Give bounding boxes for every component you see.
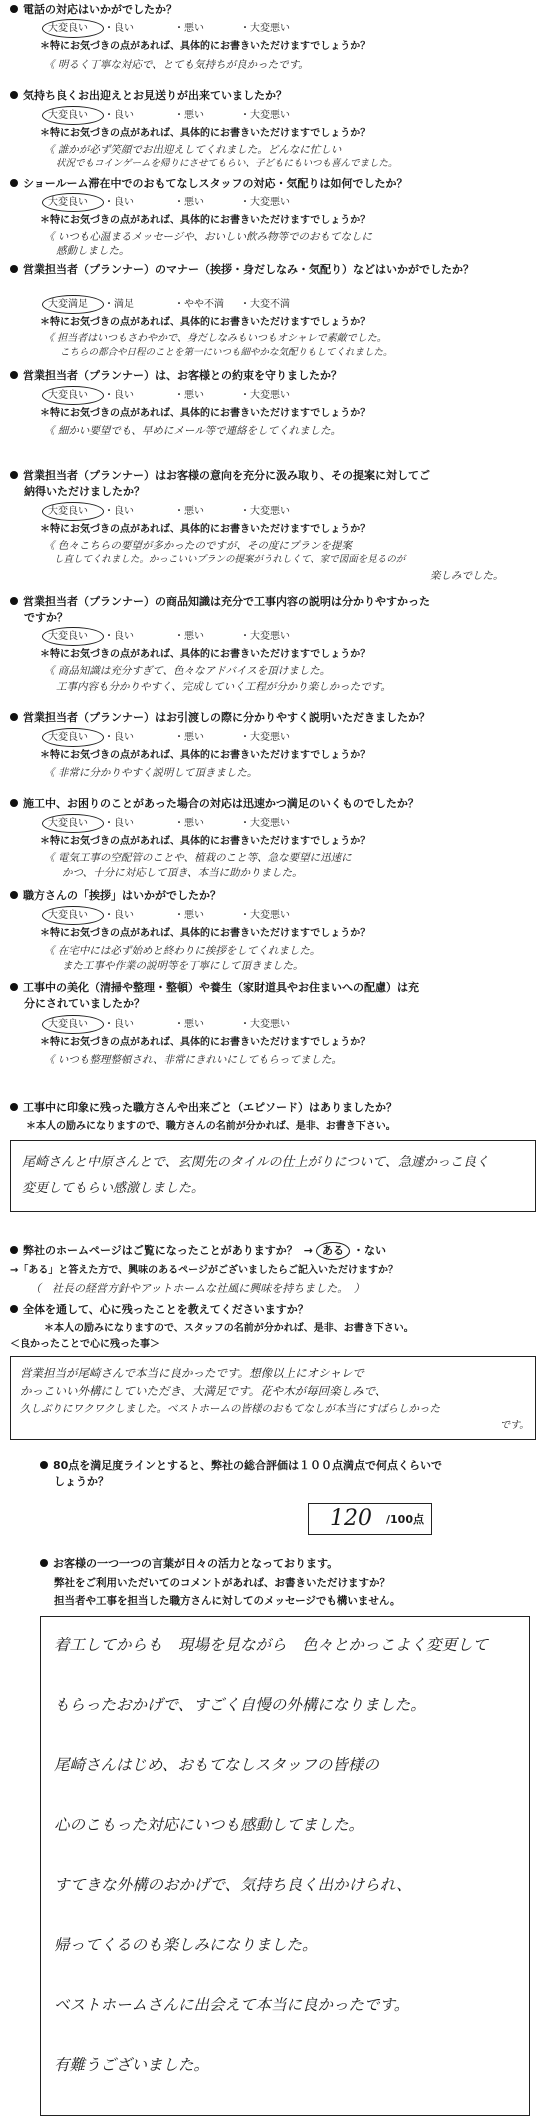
- comment-prompt: ＊特にお気づきの点があれば、具体的にお書きいただけますでしょうか？: [40, 128, 371, 139]
- bullet-icon: [10, 179, 18, 187]
- handwritten-answer: 《 細かい要望でも、早めにメール等で連絡をしてくれました。: [44, 425, 342, 437]
- comment-prompt: ＊特にお気づきの点があれば、具体的にお書きいただけますでしょうか？: [40, 524, 371, 535]
- handwritten-answer: また工事や作業の説明等を丁寧にして頂きました。: [62, 960, 304, 972]
- handwritten-answer: 《 担当者はいつもさわやかで、身だしなみもいつもオシャレで素敵でした。: [44, 333, 387, 344]
- selected-circle-icon: [42, 106, 104, 125]
- handwritten-answer: 《 在宅中には必ず始めと終わりに挨拶をしてくれました。: [44, 945, 321, 957]
- comment-box: [40, 1616, 530, 2116]
- handwritten-answer: かつ、十分に対応して頂き、本当に助かりました。: [62, 867, 303, 879]
- handwritten-answer: 帰ってくるのも楽しみになりました。: [54, 1936, 318, 1954]
- handwritten-answer: です。: [500, 1420, 530, 1431]
- handwritten-answer: 心のこもった対応にいつも感動してました。: [54, 1816, 365, 1834]
- handwritten-answer: こちらの都合や日程のことを第一にいつも細やかな気配りもしてくれました。: [60, 347, 393, 358]
- question-12-title: 工事中に印象に残った職方さんや出来ごと（エピソード）はありましたか？: [10, 1100, 535, 1116]
- handwritten-answer: 《 いつも整理整頓され、非常にきれいにしてもらってました。: [44, 1054, 342, 1066]
- rating-options: 大変良い ・良い ・悪い ・大変悪い: [44, 109, 330, 123]
- handwritten-answer: かっこいい外構にしていただき、大満足です。花や木が毎回楽しみで、: [20, 1384, 387, 1398]
- question-1-title: 電話の対応はいかがでしたか？: [10, 2, 535, 18]
- comment-prompt: ＊特にお気づきの点があれば、具体的にお書きいただけますでしょうか？: [40, 649, 371, 660]
- note-text: ＊本人の励みになりますので、スタッフの名前が分かれば、是非、お書き下さい。: [44, 1323, 414, 1334]
- note-text: ＊本人の励みになりますので、職方さんの名前が分かれば、是非、お書き下さい。: [26, 1121, 396, 1132]
- handwritten-answer: 着工してからも 現場を見ながら 色々とかっこよく変更して: [54, 1636, 489, 1654]
- comment-prompt: ＊特にお気づきの点があれば、具体的にお書きいただけますでしょうか？: [40, 750, 371, 761]
- question-13-title: 弊社のホームページはご覧になったことがありますか？ → ある ・ない: [10, 1242, 535, 1260]
- handwritten-answer: すてきな外構のおかげで、気持ち良く出かけられ、: [54, 1876, 412, 1894]
- handwritten-answer: 《 色々こちらの要望が多かったのですが、その度にプランを提案: [44, 540, 352, 552]
- handwritten-answer: 有難うございました。: [54, 2056, 210, 2074]
- bullet-icon: [10, 983, 18, 991]
- selected-circle-icon: [42, 295, 104, 314]
- selected-circle-icon: ある: [316, 1242, 350, 1260]
- section-label: ＜良かったことで心に残った事＞: [10, 1339, 160, 1350]
- rating-options: 大変良い ・良い ・悪い ・大変悪い: [44, 1018, 330, 1032]
- handwritten-answer: 状況でもコインゲームを帰りにさせてもらい、子どもにもいつも喜んでました。: [56, 158, 398, 169]
- question-11-title: 工事中の美化（清掃や整理・整頓）や養生（家財道具やお住まいへの配慮）は充 分にされていましたか？: [10, 980, 535, 1012]
- question-5-title: 営業担当者（プランナー）は、お客様との約束を守りましたか？: [10, 368, 535, 384]
- selected-circle-icon: [42, 627, 104, 646]
- handwritten-answer: 工事内容も分かりやすく、完成していく工程が分かり楽しかったです。: [56, 681, 391, 693]
- comment-prompt: ＊特にお気づきの点があれば、具体的にお書きいただけますでしょうか？: [40, 1037, 371, 1048]
- bullet-icon: [10, 799, 18, 807]
- bullet-icon: [10, 5, 18, 13]
- instruction-text: 担当者や工事を担当した職方さんに対してのメッセージでも構いません。: [54, 1595, 401, 1607]
- score-value: 120: [330, 1506, 372, 1531]
- selected-circle-icon: [42, 502, 104, 521]
- selected-circle-icon: [42, 1015, 104, 1034]
- question-2-title: 気持ち良くお出迎えとお見送りが出来ていましたか？: [10, 88, 535, 104]
- question-4-title: 営業担当者（プランナー）のマナー（挨拶・身だしなみ・気配り）などはいかがでしたか？: [10, 262, 535, 278]
- bullet-icon: [10, 1305, 18, 1313]
- bullet-icon: [10, 891, 18, 899]
- handwritten-answer: 《 明るく丁寧な対応で、とても気持ちが良かったです。: [44, 59, 309, 71]
- handwritten-answer: 感動しました。: [56, 245, 130, 257]
- bullet-icon: [10, 1246, 18, 1254]
- comment-prompt: ＊特にお気づきの点があれば、具体的にお書きいただけますでしょうか？: [40, 836, 371, 847]
- handwritten-answer: 尾崎さんはじめ、おもてなしスタッフの皆様の: [54, 1756, 379, 1774]
- handwritten-answer: 《 非常に分かりやすく説明して頂きました。: [44, 767, 258, 779]
- handwritten-answer: 尾崎さんと中原さんとで、玄関先のタイルの仕上がりについて、急遽かっこ良く: [22, 1155, 489, 1170]
- bullet-icon: [10, 1103, 18, 1111]
- selected-circle-icon: [42, 19, 104, 38]
- selected-circle-icon: [42, 906, 104, 925]
- comment-prompt: ＊特にお気づきの点があれば、具体的にお書きいただけますでしょうか？: [40, 215, 371, 226]
- handwritten-answer: もらったおかげで、すごく自慢の外構になりました。: [54, 1696, 426, 1714]
- question-7-title: 営業担当者（プランナー）の商品知識は充分で工事内容の説明は分かりやすかった ですか？: [10, 594, 535, 626]
- comment-prompt: ＊特にお気づきの点があれば、具体的にお書きいただけますでしょうか？: [40, 41, 371, 52]
- comment-box: [10, 1140, 536, 1212]
- bullet-icon: [10, 91, 18, 99]
- rating-options: 大変良い ・良い ・悪い ・大変悪い: [44, 505, 330, 519]
- bullet-icon: [10, 371, 18, 379]
- question-10-title: 職方さんの「挨拶」はいかがでしたか？: [10, 888, 535, 904]
- bullet-icon: [10, 471, 18, 479]
- question-6-title: 営業担当者（プランナー）はお客様の意向を充分に汲み取り、その提案に対してご 納得いただけましたか？: [10, 468, 535, 500]
- handwritten-answer: 《 商品知識は充分すぎて、色々なアドバイスを頂けました。: [44, 665, 331, 677]
- comment-prompt: ＊特にお気づきの点があれば、具体的にお書きいただけますでしょうか？: [40, 928, 371, 939]
- rating-options: 大変良い ・良い ・悪い ・大変悪い: [44, 909, 330, 923]
- bullet-icon: [40, 1559, 48, 1567]
- selected-circle-icon: [42, 814, 104, 833]
- handwritten-answer: 楽しみでした。: [430, 570, 504, 582]
- handwritten-answer: （ 社長の経営方針やアットホームな社風に興味を持ちました。 ）: [30, 1282, 365, 1295]
- comment-prompt: ＊特にお気づきの点があれば、具体的にお書きいただけますでしょうか？: [40, 408, 371, 419]
- handwritten-answer: 《 いつも心温まるメッセージや、おいしい飲み物等でのおもてなしに: [44, 231, 372, 243]
- rating-options: 大変良い ・良い ・悪い ・大変悪い: [44, 630, 330, 644]
- bullet-icon: [40, 1461, 48, 1469]
- bullet-icon: [10, 265, 18, 273]
- handwritten-answer: 《 誰かが必ず笑顔でお出迎えしてくれました。どんなに忙しい: [44, 144, 342, 156]
- comment-prompt: ＊特にお気づきの点があれば、具体的にお書きいただけますでしょうか？: [40, 317, 371, 328]
- rating-options: 大変満足 ・満足 ・やや不満 ・大変不満: [44, 298, 330, 312]
- question-8-title: 営業担当者（プランナー）はお引渡しの際に分かりやすく説明いただきましたか？: [10, 710, 535, 726]
- question-16-title: お客様の一つ一つの言葉が日々の活力となっております。: [40, 1556, 530, 1572]
- handwritten-answer: 《 電気工事の空配管のことや、植栽のこと等、急な要望に迅速に: [44, 852, 352, 864]
- question-15-title: 80点を満足度ラインとすると、弊社の総合評価は１００点満点で何点くらいで しょうか？: [40, 1458, 520, 1490]
- sub-question: →「ある」と答えた方で、興味のあるページがございましたらご記入いただけますか？: [10, 1265, 398, 1276]
- selected-circle-icon: [42, 728, 104, 747]
- bullet-icon: [10, 597, 18, 605]
- selected-circle-icon: [42, 193, 104, 212]
- rating-options: 大変良い ・良い ・悪い ・大変悪い: [44, 22, 330, 36]
- rating-options: 大変良い ・良い ・悪い ・大変悪い: [44, 389, 330, 403]
- question-9-title: 施工中、お困りのことがあった場合の対応は迅速かつ満足のいくものでしたか？: [10, 796, 535, 812]
- instruction-text: 弊社をご利用いただいてのコメントがあれば、お書きいただけますか？: [54, 1577, 390, 1589]
- handwritten-answer: ベストホームさんに出会えて本当に良かったです。: [54, 1996, 410, 2014]
- handwritten-answer: し直してくれました。かっこいいプランの提案がうれしくて、家で図面を見るのが: [54, 554, 406, 565]
- score-unit: /100点: [386, 1513, 424, 1526]
- bullet-icon: [10, 713, 18, 721]
- question-14-title: 全体を通して、心に残ったことを教えてくださいますか？: [10, 1302, 535, 1318]
- question-3-title: ショールーム滞在中でのおもてなしスタッフの対応・気配りは如何でしたか？: [10, 176, 535, 192]
- rating-options: 大変良い ・良い ・悪い ・大変悪い: [44, 196, 330, 210]
- handwritten-answer: 変更してもらい感激しました。: [22, 1181, 205, 1196]
- rating-options: 大変良い ・良い ・悪い ・大変悪い: [44, 731, 330, 745]
- handwritten-answer: 営業担当が尾崎さんで本当に良かったです。想像以上にオシャレで: [20, 1366, 364, 1380]
- rating-options: 大変良い ・良い ・悪い ・大変悪い: [44, 817, 330, 831]
- handwritten-answer: 久しぶりにワクワクしました。ベストホームの皆様のおもてなしが本当にすばらしかった: [20, 1403, 440, 1415]
- selected-circle-icon: [42, 386, 104, 405]
